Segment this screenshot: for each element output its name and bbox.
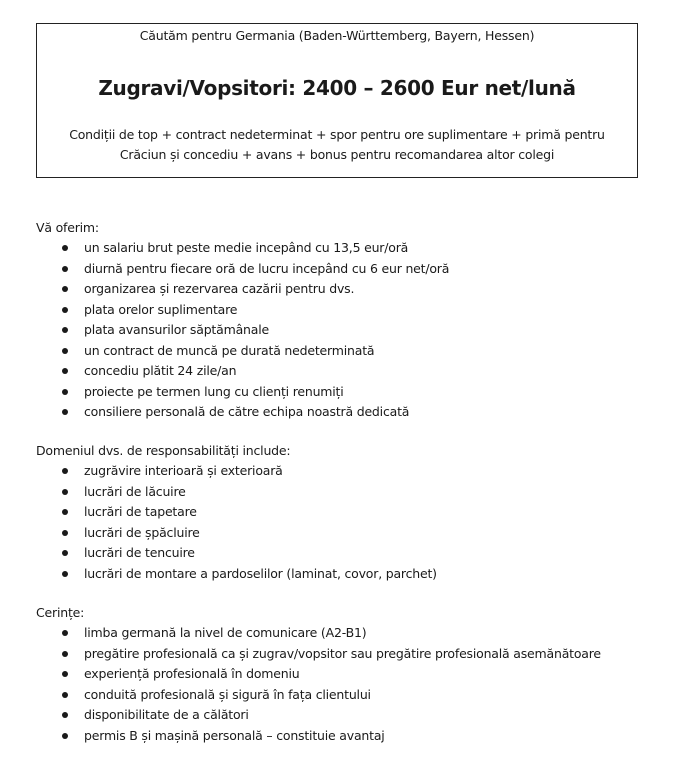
list-item <box>36 502 437 523</box>
list-item-text: lucrări de tencuire <box>84 545 195 560</box>
list-item-text: pregătire profesională ca și zugrav/vopsitor sau pregătire profesională asemănătoare <box>84 645 601 661</box>
list-item <box>36 402 449 423</box>
list-item <box>36 482 437 503</box>
bullet-icon <box>62 266 68 272</box>
list-item-text: concediu plătit 24 zile/an <box>84 363 237 378</box>
bullet-icon <box>62 509 68 515</box>
bullet-icon <box>62 712 68 718</box>
list-item <box>36 320 449 341</box>
bullet-icon <box>62 409 68 415</box>
requirements-section <box>36 603 601 746</box>
list-item-text: consiliere personală de către echipa noastră dedicată <box>84 404 410 419</box>
bullet-icon <box>62 307 68 313</box>
list-item <box>36 341 449 362</box>
bullet-icon <box>62 692 68 698</box>
requirements-heading: Cerințe: <box>36 605 85 620</box>
bullet-icon <box>62 550 68 556</box>
bullet-icon <box>62 245 68 251</box>
list-item <box>36 461 437 482</box>
offer-heading: Vă oferim: <box>36 220 99 235</box>
bullet-icon <box>62 530 68 536</box>
bullet-icon <box>62 489 68 495</box>
requirements-list <box>36 623 601 746</box>
list-item-text: lucrări de montare a pardoselilor (laminat, covor, parchet) <box>84 565 437 581</box>
bullet-icon <box>62 368 68 374</box>
header-subtitle: Căutăm pentru Germania (Baden-Württemberg, Bayern, Hessen) <box>139 28 535 43</box>
list-item-text: un salariu brut peste medie incepând cu 13,5 eur/oră <box>84 240 409 255</box>
responsibilities-heading: Domeniul dvs. de responsabilități include: <box>36 443 291 458</box>
list-item <box>36 705 601 726</box>
list-item <box>36 523 437 544</box>
list-item <box>36 279 449 300</box>
list-item-text: lucrări de tapetare <box>84 504 197 519</box>
list-item-text: permis B și mașină personală – constituie avantaj <box>84 727 385 743</box>
header-box <box>36 23 638 178</box>
responsibilities-section <box>36 441 437 584</box>
list-item <box>36 361 449 382</box>
list-item <box>36 685 601 706</box>
list-item-text: plata orelor suplimentare <box>84 301 238 317</box>
job-title: Zugravi/Vopsitori: 2400 – 2600 Eur net/lună <box>98 76 576 100</box>
list-item-text: lucrări de lăcuire <box>84 483 186 499</box>
bullet-icon <box>62 571 68 577</box>
bullet-icon <box>62 348 68 354</box>
list-item <box>36 564 437 585</box>
list-item <box>36 543 437 564</box>
list-item <box>36 623 601 644</box>
list-item <box>36 726 601 747</box>
list-item-text: organizarea și rezervarea cazării pentru dvs. <box>84 281 355 296</box>
offer-section <box>36 218 449 423</box>
list-item-text: lucrări de șpăcluire <box>84 524 200 540</box>
list-item-text: un contract de muncă pe durată nedeterminată <box>84 342 375 358</box>
list-item-text: limba germană la nivel de comunicare (A2-B1) <box>84 625 367 640</box>
list-item <box>36 300 449 321</box>
list-item-text: zugrăvire interioară și exterioară <box>84 463 283 478</box>
list-item <box>36 259 449 280</box>
list-item <box>36 644 601 665</box>
bullet-icon <box>62 651 68 657</box>
offer-list <box>36 238 449 423</box>
bullet-icon <box>62 733 68 739</box>
bullet-icon <box>62 327 68 333</box>
list-item-text: conduită profesională și sigură în fața clientului <box>84 686 371 702</box>
list-item <box>36 238 449 259</box>
list-item <box>36 664 601 685</box>
bullet-icon <box>62 468 68 474</box>
header-description: Condiții de top + contract nedeterminat + spor pentru ore suplimentare + primă pentru Crăciun și concediu + avans + bonus pentru recomandarea altor colegi <box>69 127 605 162</box>
bullet-icon <box>62 389 68 395</box>
list-item-text: diurnă pentru fiecare oră de lucru incepând cu 6 eur net/oră <box>84 260 450 276</box>
list-item-text: proiecte pe termen lung cu clienți renumiți <box>84 383 344 399</box>
list-item-text: disponibilitate de a călători <box>84 707 249 722</box>
bullet-icon <box>62 630 68 636</box>
list-item-text: plata avansurilor săptămânale <box>84 322 269 337</box>
bullet-icon <box>62 671 68 677</box>
bullet-icon <box>62 286 68 292</box>
list-item <box>36 382 449 403</box>
list-item-text: experiență profesională în domeniu <box>84 666 300 681</box>
responsibilities-list <box>36 461 437 584</box>
